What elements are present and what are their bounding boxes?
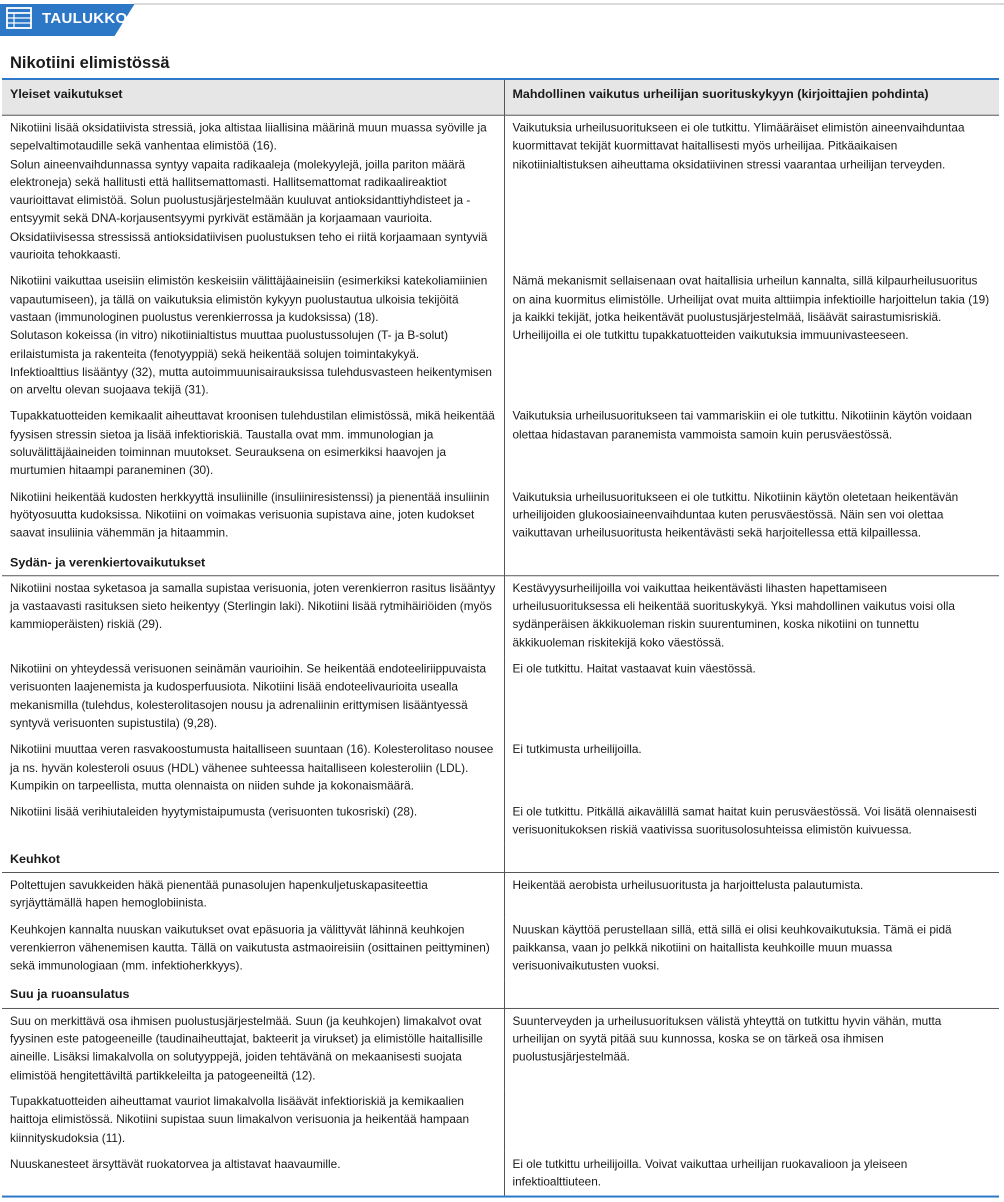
column-header-general-effects: Yleiset vaikutukset	[2, 79, 504, 115]
general-effect-cell	[2, 737, 504, 799]
cell-paragraph: Nikotiini vaikuttaa useisiin elimistön keskeisiin välittäjäaineisiin (esimerkiksi katekoliamiinien vapautumiseen), ja tällä on vaikutuksia elimistön kykyyn puolustautua ulkoisia tekijöitä vastaan (immunologinen puolustus verenkierrossa ja kudoksissa) (18).	[10, 273, 488, 325]
data-table-container	[2, 78, 999, 1198]
cell-paragraph: Solutason kokeissa (in vitro) nikotiinialtistus muuttaa puolustussolujen (T- ja B-solut) erilaistumista ja rakenteita (fenotyyppiä) sekä heikentää solujen toimintakykyä.	[10, 328, 448, 361]
athlete-effect-cell	[504, 576, 999, 657]
athlete-effect-cell	[504, 1089, 999, 1151]
cell-paragraph: Nikotiini lisää verihiutaleiden hyytymistaipumusta (verisuonten tukosriski) (28).	[10, 804, 418, 819]
general-effect-cell	[2, 485, 504, 547]
athlete-effect-cell	[504, 269, 999, 404]
athlete-effect-cell	[504, 485, 999, 547]
cell-paragraph: Suunterveyden ja urheilusuorituksen välistä yhteyttä on tutkittu hyvin vähän, mutta urheilijan on syytä pitää suu kunnossa, koska se on tärkeä osa ihmisen puolustusjärjestelmää.	[512, 1013, 942, 1064]
cell-paragraph: Ei tutkimusta urheilijoilla.	[512, 742, 642, 757]
table-header-row	[2, 79, 999, 115]
cell-paragraph: Vaikutuksia urheilusuoritukseen ei ole tutkittu. Nikotiinin käytön oletetaan heikentävän urheilijoiden glukoosiaineenvaihduntaa kuten perusväestössä. Näin sen voi olettaa vaikuttavan urheilusuoritusta heikentävästi sekä harjoitellessa että kilpaillessa.	[512, 489, 959, 540]
section-heading: Keuhkot	[2, 844, 504, 873]
athlete-effect-cell	[504, 1008, 999, 1089]
tab-shape	[0, 0, 1004, 40]
column-header-athlete-effects: Mahdollinen vaikutus urheilijan suorituskykyyn (kirjoittajien pohdinta)	[504, 79, 999, 115]
data-table	[2, 78, 999, 1198]
cell-paragraph: Vaikutuksia urheilusuoritukseen tai vammariskiin ei ole tutkittu. Nikotiinin käytön voidaan olettaa hidastavan paranemista vammoista samoin kuin perusväestössä.	[512, 408, 972, 442]
table-row	[2, 404, 999, 485]
athlete-effect-cell	[504, 872, 999, 917]
section-heading-empty-cell	[504, 844, 999, 873]
general-effect-cell	[2, 115, 504, 269]
general-effect-cell	[2, 917, 504, 979]
cell-paragraph: Tupakkatuotteiden kemikaalit aiheuttavat kroonisen tulehdustilan elimistössä, mikä heikentää fyysisen stressin sietoa ja lisää infektioriskiä. Taustalla ovat mm. immunologian ja soluvälittäjäaineiden toiminnan muutokset. Seurauksena on esimerkiksi haavojen ja murtumien hitaampi paraneminen (30).	[10, 408, 495, 478]
general-effect-cell	[2, 1008, 504, 1089]
cell-paragraph: Nikotiini lisää oksidatiivista stressiä, joka altistaa liiallisina määrinä muun muassa syöville ja sepelvaltimotaudille sekä vanhentaa elimistöä (16).	[10, 120, 487, 153]
table-row	[2, 872, 999, 917]
cell-paragraph: Poltettujen savukkeiden häkä pienentää punasolujen hapenkuljetuskapasiteettia syrjäyttämällä hapen hemoglobiinista.	[10, 877, 428, 910]
cell-paragraph: Vaikutuksia urheilusuoritukseen ei ole tutkittu. Ylimääräiset elimistön aineenvaihduntaa kuormittavat tekijät kuormittavat haitallisesti myös urheilijaa. Pitkäaikaisen nikotiinialtistuksen aiheuttama oksidatiivinen stressi vaarantaa urheilijan terveyden.	[512, 120, 965, 171]
table-tab-header	[0, 0, 1004, 40]
athlete-effect-cell	[504, 737, 999, 799]
cell-paragraph: Ei ole tutkittu. Haitat vastaavat kuin väestössä.	[512, 661, 756, 676]
table-row	[2, 115, 999, 269]
athlete-effect-cell	[504, 657, 999, 738]
cell-paragraph: Suu on merkittävä osa ihmisen puolustusjärjestelmää. Suun (ja keuhkojen) limakalvot ovat fyysinen este patogeeneille (taudinaiheuttajat, bakteerit ja virukset) ja elimistölle haitallisille aineille. Lisäksi limakalvolla on solutyyppejä, joiden tehtävänä on mekaanisesti suojata elimistöä hengitettäviltä partikkeleilta ja patogeeneiltä (12).	[10, 1013, 483, 1083]
general-effect-cell	[2, 269, 504, 404]
section-heading-row	[2, 844, 999, 873]
athlete-effect-cell	[504, 1152, 999, 1197]
general-effect-cell	[2, 657, 504, 738]
table-row	[2, 1008, 999, 1089]
general-effect-cell	[2, 1089, 504, 1151]
athlete-effect-cell	[504, 917, 999, 979]
table-row	[2, 800, 999, 844]
section-heading-empty-cell	[504, 547, 999, 576]
cell-paragraph: Ei ole tutkittu urheilijoilla. Voivat vaikuttaa urheilijan ruokavalioon ja yleiseen infektioalttiuteen.	[512, 1156, 908, 1189]
table-row	[2, 1089, 999, 1151]
cell-paragraph: Heikentää aerobista urheilusuoritusta ja harjoittelusta palautumista.	[512, 877, 864, 892]
table-row	[2, 576, 999, 657]
table-row	[2, 737, 999, 799]
table-title: Nikotiini elimistössä	[10, 54, 170, 72]
general-effect-cell	[2, 800, 504, 844]
cell-paragraph: Nikotiini on yhteydessä verisuonen seinämän vaurioihin. Se heikentää endoteeliriippuvaista verisuonten laajenemista ja kudosperfuusiota. Nikotiini lisää endoteelivaurioita usealla mekanismilla (tulehdus, kolesterolitasojen nousu ja adrenaliinin erittymisen lisääntyessä syntyvä verisuonten supistustila) (9,28).	[10, 661, 487, 730]
section-heading-empty-cell	[504, 980, 999, 1009]
general-effect-cell	[2, 576, 504, 657]
table-row	[2, 657, 999, 738]
cell-paragraph: Infektioalttius lisääntyy (32), mutta autoimmuunisairauksissa tulehdusvasteen heikentymisen on arveltu olevan suojaava tekijä (31).	[10, 364, 492, 397]
section-heading-row	[2, 980, 999, 1009]
section-heading-row	[2, 547, 999, 576]
cell-paragraph: Nikotiini muuttaa veren rasvakoostumusta haitalliseen suuntaan (16). Kolesterolitaso nousee ja ns. hyvän kolesteroli osuus (HDL) vähenee suhteessa haitalliseen kolesteroliin (LDL). Kumpikin on tarpeellista, mutta olennaista on niiden suhde ja kokonaismäärä.	[10, 742, 494, 793]
cell-paragraph: Nikotiini heikentää kudosten herkkyyttä insuliinille (insuliiniresistenssi) ja pienentää insuliinin hyötyosuutta kudoksissa. Nikotiini on voimakas verisuonia supistava aine, joten kudokset saavat insuliinia vähemmän ja hitaammin.	[10, 489, 490, 540]
cell-paragraph: Solun aineenvaihdunnassa syntyy vapaita radikaaleja (molekyylejä, joilla pariton määrä elektroneja) sekä hallitusti että hallitsemattomasti. Hallitsemattomat radikaalireaktiot vaurioittavat elimistöä. Solun puolustusjärjestelmään kuuluvat antioksidanttiyhdisteet ja -entsyymit sekä DNA-korjausentsyymi pyrkivät estämään ja korjaamaan vaurioita. Oksidatiivisessa stressissä antioksidatiivisen puolustuksen teho ei riitä korjaamaan syntyviä vaurioita tehokkaasti.	[10, 156, 488, 262]
cell-paragraph: Nuuskan käyttöä perustellaan sillä, että sillä ei olisi keuhkovaikutuksia. Tämä ei pidä paikkansa, vaan jo pelkkä nikotiini on haitallista keuhkoille muun muassa verisuonivaikutusten vuoksi.	[512, 922, 952, 973]
table-row	[2, 269, 999, 404]
table-body	[2, 115, 999, 1197]
table-icon	[6, 7, 32, 29]
general-effect-cell	[2, 872, 504, 917]
section-heading: Sydän- ja verenkiertovaikutukset	[2, 547, 504, 576]
table-row	[2, 1152, 999, 1197]
table-row	[2, 917, 999, 979]
tab-label: TAULUKKO 1.	[42, 10, 146, 27]
athlete-effect-cell	[504, 115, 999, 269]
table-row	[2, 485, 999, 547]
athlete-effect-cell	[504, 404, 999, 485]
cell-paragraph: Ei ole tutkittu. Pitkällä aikavälillä samat haitat kuin perusväestössä. Voi lisätä olennaisesti verisuonitukoksen riskiä vaativissa suoritusolosuhteissa elimistön kuivuessa.	[512, 804, 977, 837]
general-effect-cell	[2, 404, 504, 485]
athlete-effect-cell	[504, 800, 999, 844]
general-effect-cell	[2, 1152, 504, 1197]
cell-paragraph: Nikotiini nostaa syketasoa ja samalla supistaa verisuonia, joten verenkierron rasitus lisääntyy ja vastaavasti rasituksen sieto heikentyy (Sterlingin laki). Nikotiini lisää rytmihäiriöiden (myös kammioperäisten) riskiä (29).	[10, 581, 496, 632]
cell-paragraph: Keuhkojen kannalta nuuskan vaikutukset ovat epäsuoria ja välittyvät lähinnä keuhkojen verenkierron vähenemisen kautta. Tällä on vaikutusta astmaoireisiin (osittainen peittyminen) sekä immunologiaan (mm. infektioherkkyys).	[10, 922, 490, 973]
section-heading: Suu ja ruoansulatus	[2, 980, 504, 1009]
cell-paragraph: Nuuskanesteet ärsyttävät ruokatorvea ja altistavat haavaumille.	[10, 1156, 341, 1171]
cell-paragraph: Tupakkatuotteiden aiheuttamat vauriot limakalvolla lisäävät infektioriskiä ja kemikaalien haittoja elimistössä. Nikotiini supistaa suun limakalvon verisuonia ja heikentää hampaan kiinnityskudoksia (11).	[10, 1094, 470, 1145]
cell-paragraph: Kestävyysurheilijoilla voi vaikuttaa heikentävästi lihasten hapettamiseen urheilusuorituksessa eli heikentää suorituskykyä. Yksi mahdollinen vaikutus voisi olla sydänperäisen äkkikuoleman riskin suurentuminen, koska nikotiini on tunnettu äkkikuoleman riskitekijä koko väestössä.	[512, 581, 955, 650]
cell-paragraph: Nämä mekanismit sellaisenaan ovat haitallisia urheilun kannalta, sillä kilpaurheilusuoritus on aina kuormitus elimistölle. Urheilijat ovat muita alttiimpia infektioille harjoittelun takia (19) ja kaikki tekijät, jotka heikentävät puolustusjärjestelmää, lisäävät sairastumisriskiä. Urheilijoilla ei ole tutkittu tupakkatuotteiden vaikutuksia immuunivasteeseen.	[512, 273, 990, 343]
